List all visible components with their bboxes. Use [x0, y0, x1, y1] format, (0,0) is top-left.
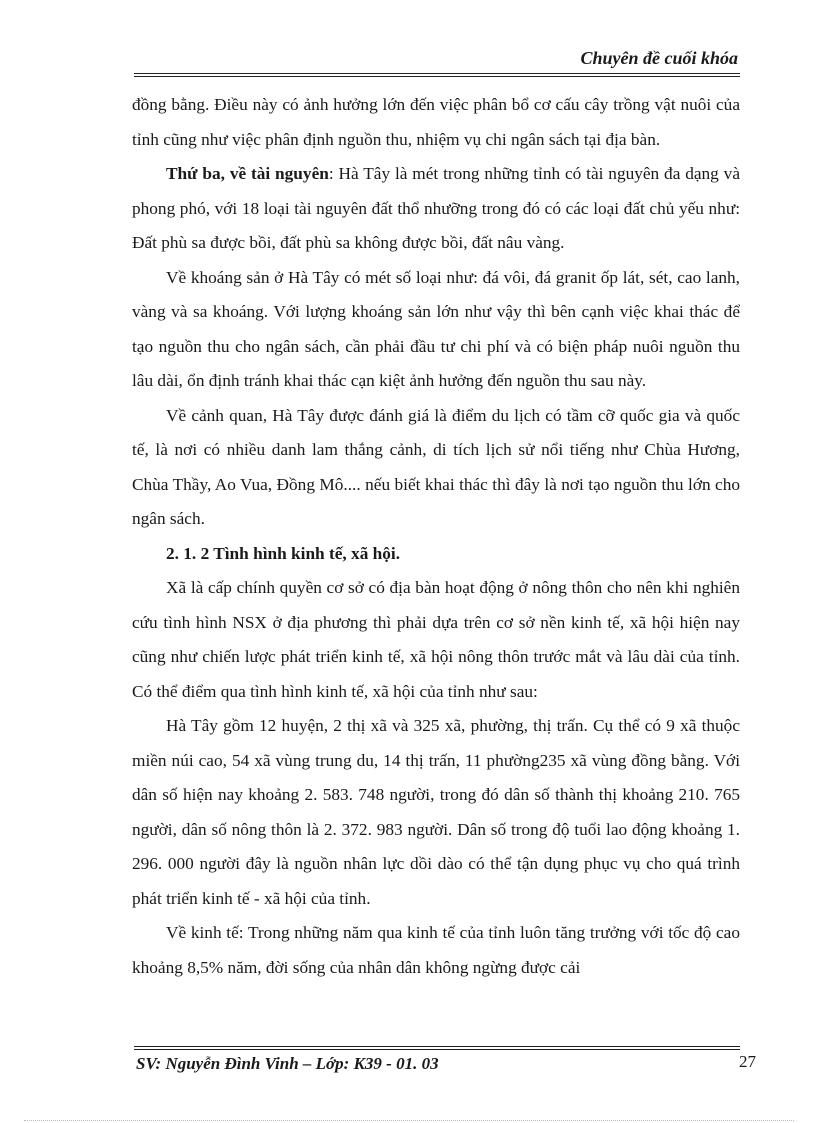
page-number: 27	[739, 1052, 756, 1071]
footer-rule	[134, 1046, 740, 1047]
header-rule-secondary	[134, 76, 740, 77]
page-bottom-border	[24, 1120, 794, 1121]
paragraph: Về cảnh quan, Hà Tây được đánh giá là điểm du lịch có tầm cỡ quốc gia và quốc tế, là nơi có nhiều danh lam thắng cảnh, di tích lịch sử nổi tiếng như Chùa Hương, Chùa Thầy, Ao Vua, Đồng Mô.... nếu biết khai thác thì đây là nơi tạo nguồn thu lớn cho ngân sách.	[132, 405, 740, 528]
paragraph: Về kinh tế: Trong những năm qua kinh tế của tỉnh luôn tăng trưởng với tốc độ cao khoảng 8,5% năm, đời sống của nhân dân không ngừng được cải	[132, 923, 740, 977]
document-body	[132, 88, 740, 985]
paragraph	[132, 157, 740, 261]
section-heading: 2. 1. 2 Tình hình kinh tế, xã hội.	[166, 543, 401, 563]
paragraph: Về khoáng sản ở Hà Tây có mét số loại như: đá vôi, đá granit ốp lát, sét, cao lanh, vàng và sa khoáng. Với lượng khoáng sản lớn như vậy thì bên cạnh việc khai thác để tạo nguồn thu cho ngân sách, cần phải đầu tư chi phí và có biện pháp nuôi nguồn thu lâu dài, ổn định tránh khai thác cạn kiệt ảnh hưởng đến nguồn thu sau này.	[132, 267, 740, 390]
header-title: Chuyên đề cuối khóa	[580, 48, 738, 68]
paragraph: Xã là cấp chính quyền cơ sở có địa bàn hoạt động ở nông thôn cho nên khi nghiên cứu tình hình NSX ở địa phương thì phải dựa trên cơ sở nền kinh tế, xã hội hiện nay cũng như chiến lược phát triển kinh tế, xã hội nông thôn trước mắt và lâu dài của tỉnh. Có thể điểm qua tình hình kinh tế, xã hội của tỉnh như sau:	[132, 578, 740, 701]
footer-student-info: SV: Nguyễn Đình Vinh – Lớp: K39 - 01. 03	[136, 1054, 439, 1073]
footer-rule-secondary	[134, 1049, 740, 1050]
paragraph-text: : Hà Tây là mét trong những tỉnh có tài nguyên đa dạng và phong phó, với 18 loại tài nguyên đất thổ nhưỡng trong đó có các loại đất chủ yếu như: Đất phù sa được bồi, đất phù sa không được bồi, đất nâu vàng.	[132, 164, 740, 252]
paragraph: Hà Tây gồm 12 huyện, 2 thị xã và 325 xã, phường, thị trấn. Cụ thể có 9 xã thuộc miền núi cao, 54 xã vùng trung du, 14 thị trấn, 11 phường235 xã vùng đồng bằng. Với dân số hiện nay khoảng 2. 583. 748 người, trong đó dân số thành thị khoảng 210. 765 người, dân số nông thôn là 2. 372. 983 người. Dân số trong độ tuổi lao động khoảng 1. 296. 000 người đây là nguồn nhân lực dồi dào có thể tận dụng phục vụ cho quá trình phát triển kinh tế - xã hội của tỉnh.	[132, 716, 740, 908]
paragraph: đồng bằng. Điều này có ảnh hưởng lớn đến việc phân bổ cơ cấu cây trồng vật nuôi của tỉnh cũng như việc phân định nguồn thu, nhiệm vụ chi ngân sách tại địa bàn.	[132, 95, 740, 149]
header-rule	[134, 73, 740, 74]
paragraph-lead: Thứ ba, về tài nguyên	[166, 164, 329, 183]
